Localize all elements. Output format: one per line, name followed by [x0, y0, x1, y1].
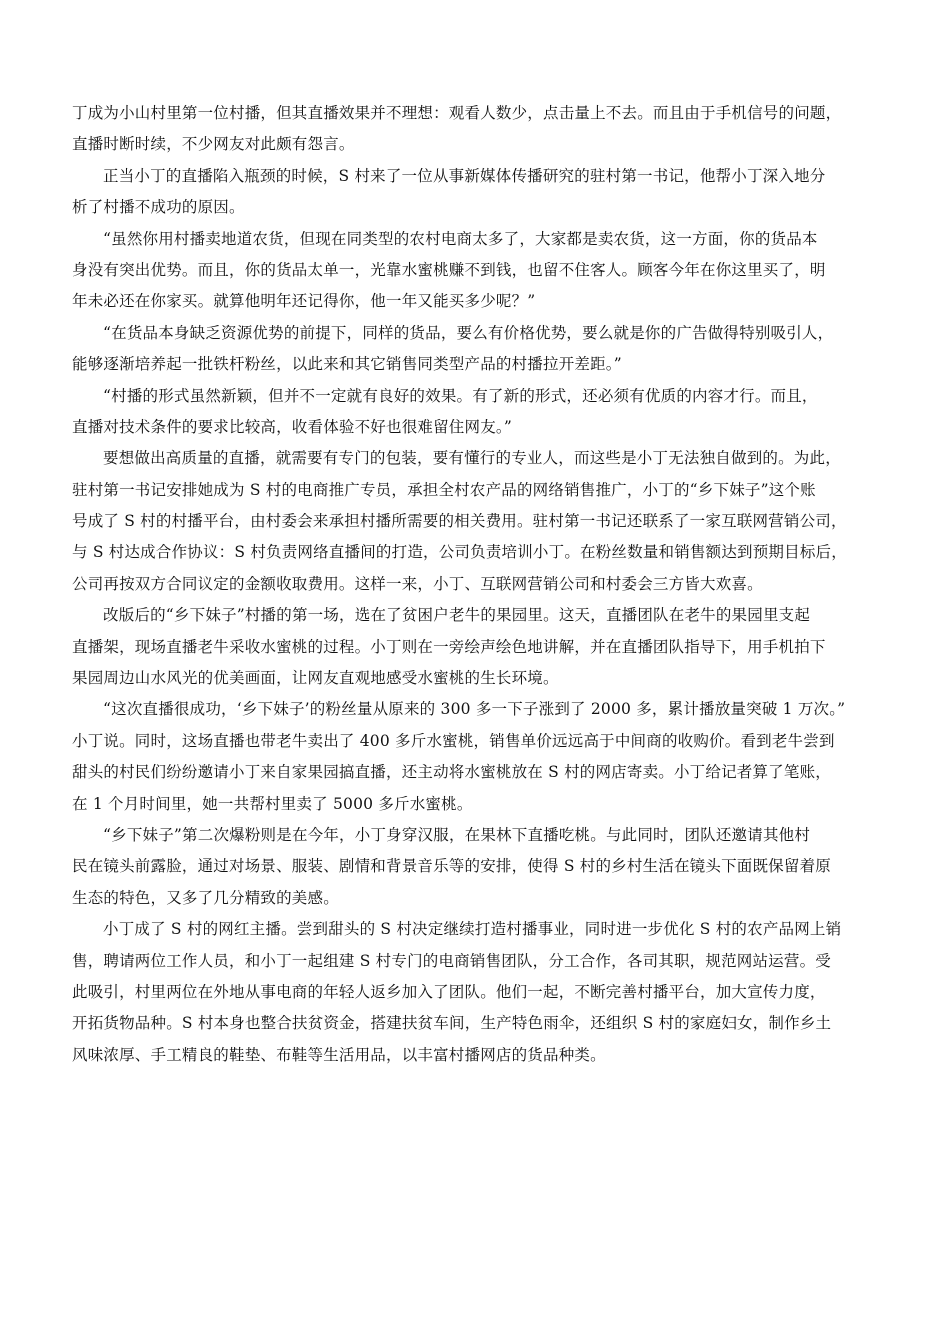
text-line: “在货品本身缺乏资源优势的前提下，同样的货品，要么有价格优势，要么就是你的广告做得特别吸引人， [103, 323, 834, 342]
text-line: 丁成为小山村里第一位村播，但其直播效果并不理想：观看人数少，点击量上不去。而且由于手机信号的问题， [72, 104, 842, 122]
text-line: 驻村第一书记安排她成为 S 村的电商推广专员，承担全村农产品的网络销售推广，小丁的“乡下妹子”这个账 [72, 480, 816, 499]
text-line: 民在镜头前露脸，通过对场景、服装、剧情和背景音乐等的安排，使得 S 村的乡村生活在镜头下面既保留着原 [72, 857, 831, 876]
text-line: 小丁成了 S 村的网红主播。尝到甜头的 S 村决定继续打造村播事业，同时进一步优化 S 村的农产品网上销 [103, 920, 842, 939]
text-line: “虽然你用村播卖地道农货，但现在同类型的农村电商太多了，大家都是卖农货，这一方面，你的货品本 [103, 229, 818, 248]
text-line: 身没有突出优势。而且，你的货品太单一，光靠水蜜桃赚不到钱，也留不住客人。顾客今年在你这里买了，明 [72, 260, 826, 279]
text-line: 果园周边山水风光的优美画面，让网友直观地感受水蜜桃的生长环境。 [72, 669, 559, 688]
text-line: “这次直播很成功，‘乡下妹子’的粉丝量从原来的 300 多一下子涨到了 2000 多，累计播放量突破 1 万次。” [103, 700, 846, 719]
text-line: 正当小丁的直播陷入瓶颈的时候，S 村来了一位从事新媒体传播研究的驻村第一书记，他帮小丁深入地分 [103, 166, 826, 185]
document-page [72, 98, 892, 1071]
text-line: 直播对技术条件的要求比较高，收看体验不好也很难留住网友。” [72, 417, 512, 436]
text-line: 直播架，现场直播老牛采收水蜜桃的过程。小丁则在一旁绘声绘色地讲解，并在直播团队指导下，用手机拍下 [72, 637, 826, 656]
text-line: 生态的特色，又多了几分精致的美感。 [72, 888, 339, 907]
text-line: 在 1 个月时间里，她一共帮村里卖了 5000 多斤水蜜桃。 [72, 794, 473, 813]
text-line: 与 S 村达成合作协议：S 村负责网络直播间的打造，公司负责培训小丁。在粉丝数量和销售额达到预期目标后， [72, 543, 847, 562]
text-line: 号成了 S 村的村播平台，由村委会来承担村播所需要的相关费用。驻村第一书记还联系了一家互联网营销公司， [72, 512, 847, 531]
text-line: 年未必还在你家买。就算他明年还记得你，他一年又能买多少呢？” [72, 292, 536, 311]
text-line: 公司再按双方合同议定的金额收取费用。这样一来，小丁、互联网营销公司和村委会三方皆大欢喜。 [72, 574, 763, 593]
text-line: 析了村播不成功的原因。 [72, 198, 245, 217]
text-line: 要想做出高质量的直播，就需要有专门的包装，要有懂行的专业人，而这些是小丁无法独自做到的。为此， [103, 449, 841, 468]
text-line: 甜头的村民们纷纷邀请小丁来自家果园搞直播，还主动将水蜜桃放在 S 村的网店寄卖。小丁给记者算了笔账， [72, 763, 831, 782]
text-line: 小丁说。同时，这场直播也带老牛卖出了 400 多斤水蜜桃，销售单价远远高于中间商的收购价。看到老牛尝到 [72, 731, 835, 750]
text-line: 开拓货物品种。S 村本身也整合扶贫资金，搭建扶贫车间，生产特色雨伞，还组织 S 村的家庭妇女，制作乡土 [72, 1014, 832, 1033]
text-line: 直播时断时续，不少网友对此颇有怨言。 [72, 135, 355, 154]
text-line: 能够逐渐培养起一批铁杆粉丝，以此来和其它销售同类型产品的村播拉开差距。” [72, 355, 622, 374]
text-line: 此吸引，村里两位在外地从事电商的年轻人返乡加入了团队。他们一起，不断完善村播平台，加大宣传力度， [72, 982, 826, 1001]
text-line: 风味浓厚、手工精良的鞋垫、布鞋等生活用品，以丰富村播网店的货品种类。 [72, 1045, 606, 1064]
text-line: 改版后的“乡下妹子”村播的第一场，选在了贫困户老牛的果园里。这天，直播团队在老牛的果园里支起 [103, 606, 811, 625]
text-line: “村播的形式虽然新颖，但并不一定就有良好的效果。有了新的形式，还必须有优质的内容才行。而且， [103, 386, 818, 405]
text-line: “乡下妹子”第二次爆粉则是在今年，小丁身穿汉服，在果林下直播吃桃。与此同时，团队还邀请其他村 [103, 825, 811, 844]
text-line: 售，聘请两位工作人员，和小丁一起组建 S 村专门的电商销售团队，分工合作，各司其职，规范网站运营。受 [72, 951, 831, 970]
